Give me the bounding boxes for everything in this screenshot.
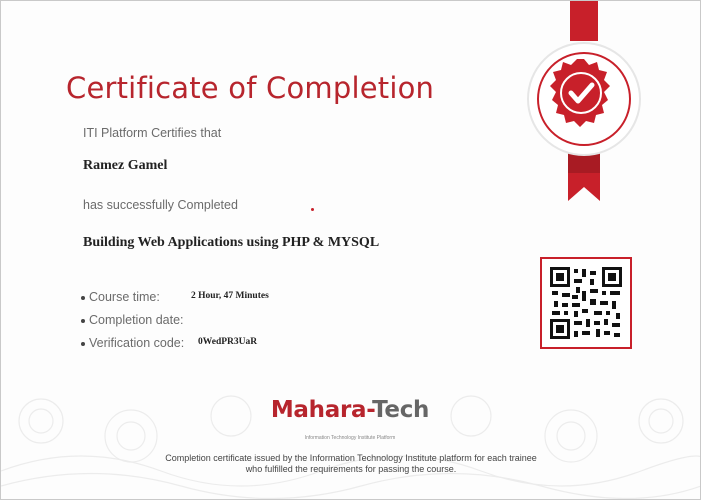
course-name: Building Web Applications using PHP & MYSQL xyxy=(83,235,380,250)
mahara-tech-logo: Mahara-Tech xyxy=(270,397,430,423)
course-time-value: 2 Hour, 47 Minutes xyxy=(191,291,269,301)
footer-line-1: Completion certificate issued by the Information Technology Institute platform for each trainee xyxy=(165,453,537,463)
footer-note xyxy=(121,453,581,475)
certifies-line: ITI Platform Certifies that xyxy=(83,126,222,140)
course-time-row xyxy=(81,290,269,304)
verification-row xyxy=(81,336,258,350)
course-time-label: Course time: xyxy=(89,290,160,304)
verification-label: Verification code: xyxy=(89,336,185,350)
qr-code-icon xyxy=(550,267,622,339)
certificate-title: Certificate of Completion xyxy=(66,71,435,105)
qr-code-frame xyxy=(540,257,632,349)
decorative-dot xyxy=(311,208,314,211)
verification-value: 0WedPR3UaR xyxy=(198,337,258,347)
bullet-icon xyxy=(81,296,85,300)
recipient-name: Ramez Gamel xyxy=(83,158,168,173)
bullet-icon xyxy=(81,342,85,346)
completion-date-label: Completion date: xyxy=(89,313,184,327)
completed-line: has successfully Completed xyxy=(83,198,238,212)
logo-subtitle: Information Technology Institute Platform xyxy=(304,435,396,441)
bullet-icon xyxy=(81,319,85,323)
footer-line-2: who fulfilled the requirements for passing the course. xyxy=(245,464,457,474)
completion-date-row xyxy=(81,313,184,327)
award-ribbon-icon xyxy=(526,1,642,201)
